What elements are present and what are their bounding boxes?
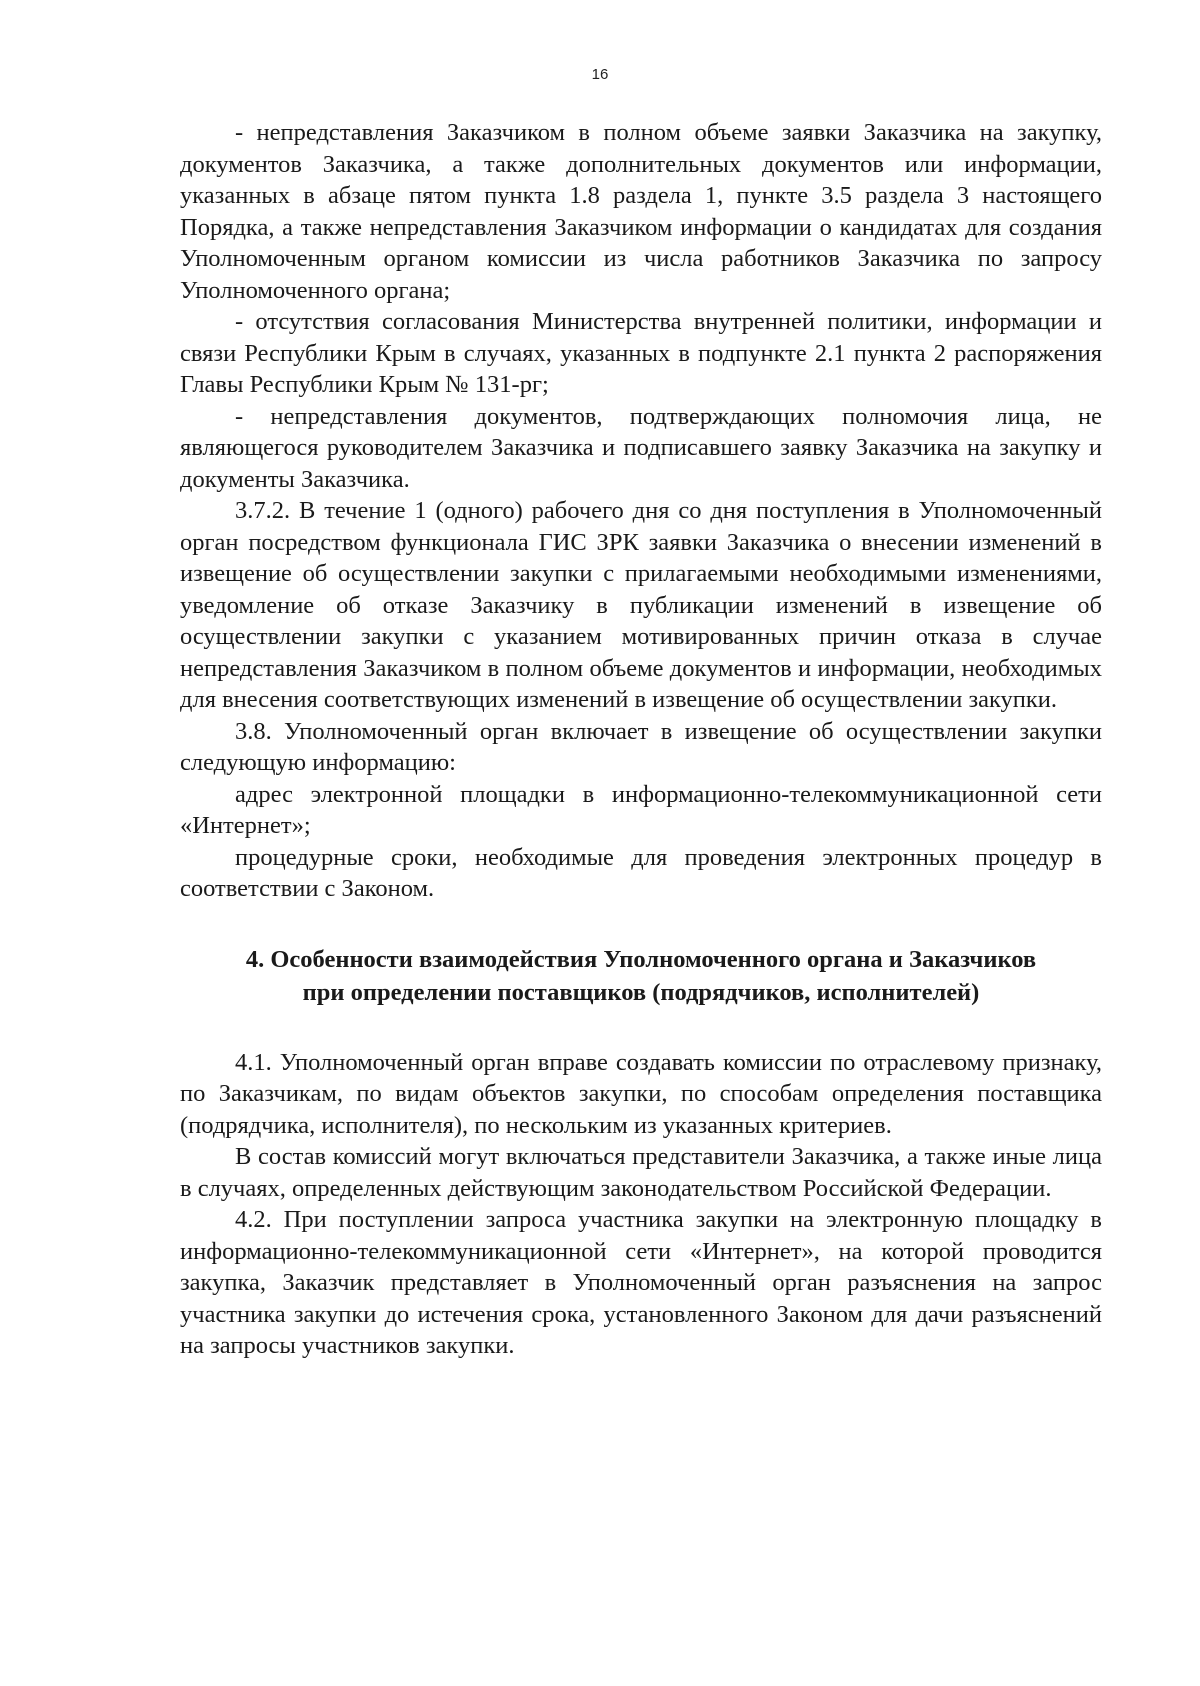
document-body <box>180 117 1102 1362</box>
paragraph-commission-composition: В состав комиссий могут включаться представители Заказчика, а также иные лица в случаях, определенных действующим законодательством Российской Федерации. <box>180 1143 1102 1202</box>
paragraph-platform-address: адрес электронной площадки в информационно-телекоммуникационной сети «Интернет»; <box>180 780 1102 839</box>
paragraph-4-1: 4.1. Уполномоченный орган вправе создавать комиссии по отраслевому признаку, по Заказчикам, по видам объектов закупки, по способам определения поставщика (подрядчика, исполнителя), по нескольким из указанных критериев. <box>180 1048 1102 1139</box>
section-4-heading-line-2: при определении поставщиков (подрядчиков, исполнителей) <box>302 978 980 1006</box>
paragraph-no-authority-documents: - непредставления документов, подтверждающих полномочия лица, не являющегося руководителем Заказчика и подписавшего заявку Заказчика на закупку и документы Заказчика. <box>180 402 1102 493</box>
paragraph-non-submission-application: - непредставления Заказчиком в полном объеме заявки Заказчика на закупку, документов Заказчика, а также дополнительных документов или информации, указанных в абзаце пятом пункта 1.8 раздела 1, пункте 3.5 раздела 3 настоящего Порядка, а также непредставления Заказчиком информации о кандидатах для создания Уполномоченным органом комиссии из числа работников Заказчика по запросу Уполномоченного органа; <box>180 119 1102 304</box>
page-number: 16 <box>591 66 609 83</box>
section-4-heading <box>180 943 1102 1009</box>
paragraph-3-8: 3.8. Уполномоченный орган включает в извещение об осуществлении закупки следующую информацию: <box>180 717 1102 776</box>
paragraph-procedural-terms: процедурные сроки, необходимые для проведения электронных процедур в соответствии с Законом. <box>180 843 1102 902</box>
paragraph-4-2: 4.2. При поступлении запроса участника закупки на электронную площадку в информационно-телекоммуникационной сети «Интернет», на которой проводится закупка, Заказчик представляет в Уполномоченный орган разъяснения на запрос участника закупки до истечения срока, установленного Законом для дачи разъяснений на запросы участников закупки. <box>180 1206 1102 1359</box>
section-4-heading-line-1: 4. Особенности взаимодействия Уполномоченного органа и Заказчиков <box>245 945 1037 973</box>
paragraph-3-7-2: 3.7.2. В течение 1 (одного) рабочего дня со дня поступления в Уполномоченный орган посредством функционала ГИС ЗРК заявки Заказчика о внесении изменений в извещение об осуществлении закупки с прилагаемыми необходимыми изменениями, уведомление об отказе Заказчику в публикации изменений в извещение об осуществлении закупки с указанием мотивированных причин отказа в случае непредставления Заказчиком в полном объеме документов и информации, необходимых для внесения соответствующих изменений в извещение об осуществлении закупки. <box>180 497 1102 713</box>
paragraph-no-approval-ministry: - отсутствия согласования Министерства внутренней политики, информации и связи Республики Крым в случаях, указанных в подпункте 2.1 пункта 2 распоряжения Главы Республики Крым № 131-рг; <box>180 308 1102 398</box>
